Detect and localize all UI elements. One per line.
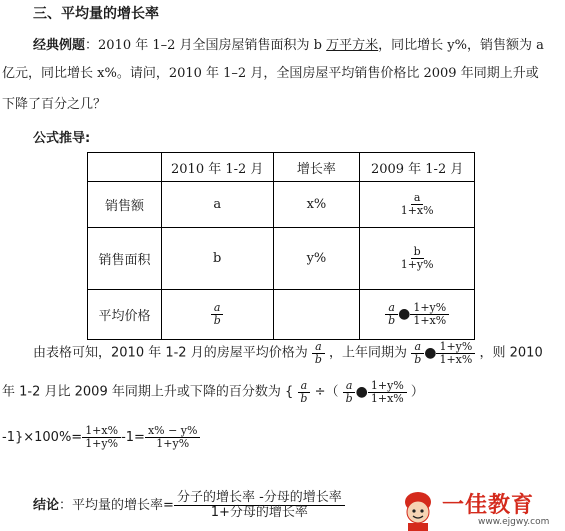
example-text-1a: 2010 年 1–2 月全国房屋销售面积为 b (98, 38, 327, 53)
paragraph-text: ，上年同期为 (329, 345, 408, 361)
fraction-denominator: 1+x% (439, 352, 473, 366)
fraction-numerator: 1+y% (368, 380, 407, 393)
fraction-denominator: 1+y% (400, 258, 434, 271)
fraction-denominator: b (345, 391, 353, 405)
fraction-denominator: b (213, 314, 221, 327)
paragraph-text: -1}×100%= (2, 430, 83, 445)
header-cell: 2010 年 1-2 月 (161, 153, 273, 182)
fraction (343, 380, 356, 404)
fraction-denominator: b (300, 391, 308, 405)
section-title: 三、平均量的增长率 (33, 6, 159, 22)
cell-value (161, 290, 273, 340)
fraction (398, 192, 437, 216)
fraction (145, 425, 201, 449)
fraction-numerator: 1+y% (436, 341, 475, 354)
fraction-denominator: 1+y% (85, 437, 119, 450)
fraction-numerator: 1+x% (82, 425, 121, 438)
header-cell: 增长率 (273, 153, 360, 182)
cell-value: b (161, 228, 273, 290)
fraction-numerator: b (411, 246, 424, 259)
fraction (368, 380, 407, 404)
fraction (398, 246, 437, 270)
multiply-dot: ● (424, 345, 437, 361)
fraction-numerator: a (411, 192, 424, 205)
fraction-numerator: 分子的增长率 -分母的增长率 (174, 491, 345, 506)
paragraph-text: 由表格可知，2010 年 1-2 月的房屋平均价格为 (33, 345, 308, 361)
paragraph-line-1 (33, 333, 543, 374)
fraction-numerator: a (211, 302, 224, 315)
paragraph-text: ，则 2010 (479, 345, 543, 361)
fraction (312, 341, 325, 365)
example-label: 经典例题 (33, 38, 86, 53)
paragraph-text: ÷（ (314, 384, 339, 400)
conclusion-line (33, 484, 345, 528)
row-label: 销售面积 (88, 228, 162, 290)
data-table (87, 152, 475, 340)
fraction (297, 380, 310, 404)
fraction-numerator: a (312, 341, 325, 354)
cell-rate: x% (273, 182, 360, 228)
row-label: 平均价格 (88, 290, 162, 340)
multiply-dot: ● (398, 306, 411, 323)
table-row (88, 182, 475, 228)
header-cell (88, 153, 162, 182)
example-line-2: 亿元，同比增长 x%。请问，2010 年 1–2 月，全国房屋平均销售价格比 2009 年同期上升或 (2, 66, 539, 81)
fraction (410, 302, 449, 326)
fraction-numerator: 1+y% (410, 302, 449, 315)
fraction-denominator: 1+x% (370, 391, 404, 405)
fraction (411, 341, 424, 365)
mascot-icon (398, 488, 438, 531)
example-line-3: 下降了百分之几？ (2, 97, 107, 112)
conclusion-colon: ： (59, 498, 73, 513)
fraction-denominator: b (388, 314, 396, 327)
fraction-numerator: a (343, 380, 356, 393)
fraction-numerator: a (298, 380, 311, 393)
cell-2009 (360, 182, 475, 228)
fraction (385, 302, 398, 326)
table-row (88, 290, 475, 340)
brand-logo (398, 488, 565, 531)
conclusion-fraction (174, 491, 345, 519)
fraction-denominator: 1+分母的增长率 (210, 505, 308, 520)
table-header-row (88, 153, 475, 182)
cell-rate (273, 290, 360, 340)
fraction-denominator: 1+y% (156, 437, 190, 450)
fraction-denominator: 1+x% (400, 204, 434, 217)
logo-url: www.ejgwy.com (478, 517, 550, 527)
conclusion-label: 结论 (33, 498, 60, 513)
paragraph-line-2 (2, 372, 424, 413)
logo-title: 一佳教育 (442, 493, 535, 518)
fraction-denominator: b (414, 352, 422, 366)
fraction (436, 341, 475, 365)
paragraph-line-3 (2, 418, 200, 458)
fraction-numerator: x% − y% (145, 425, 201, 438)
derivation-label: 公式推导: (33, 131, 91, 146)
example-unit: 万平方米 (326, 38, 379, 53)
table-row (88, 228, 475, 290)
cell-value: a (161, 182, 273, 228)
fraction (82, 425, 121, 449)
row-label: 销售额 (88, 182, 162, 228)
example-line-1 (33, 34, 544, 53)
paragraph-text: 年 1-2 月比 2009 年同期上升或下降的百分数为 { (2, 384, 294, 400)
multiply-dot: ● (355, 384, 368, 400)
paragraph-text: -1= (121, 430, 145, 445)
header-cell: 2009 年 1-2 月 (360, 153, 475, 182)
conclusion-text: 平均量的增长率= (72, 498, 174, 513)
cell-rate: y% (273, 228, 360, 290)
cell-2009 (360, 228, 475, 290)
cell-2009 (360, 290, 475, 340)
fraction-denominator: 1+x% (413, 314, 447, 327)
fraction-denominator: b (314, 352, 322, 366)
example-text-1b: ，同比增长 y%，销售额为 a (378, 38, 544, 53)
example-colon: ： (85, 38, 99, 53)
fraction-numerator: a (385, 302, 398, 315)
fraction (211, 302, 224, 326)
paragraph-text: ） (410, 384, 424, 400)
fraction-numerator: a (411, 341, 424, 354)
